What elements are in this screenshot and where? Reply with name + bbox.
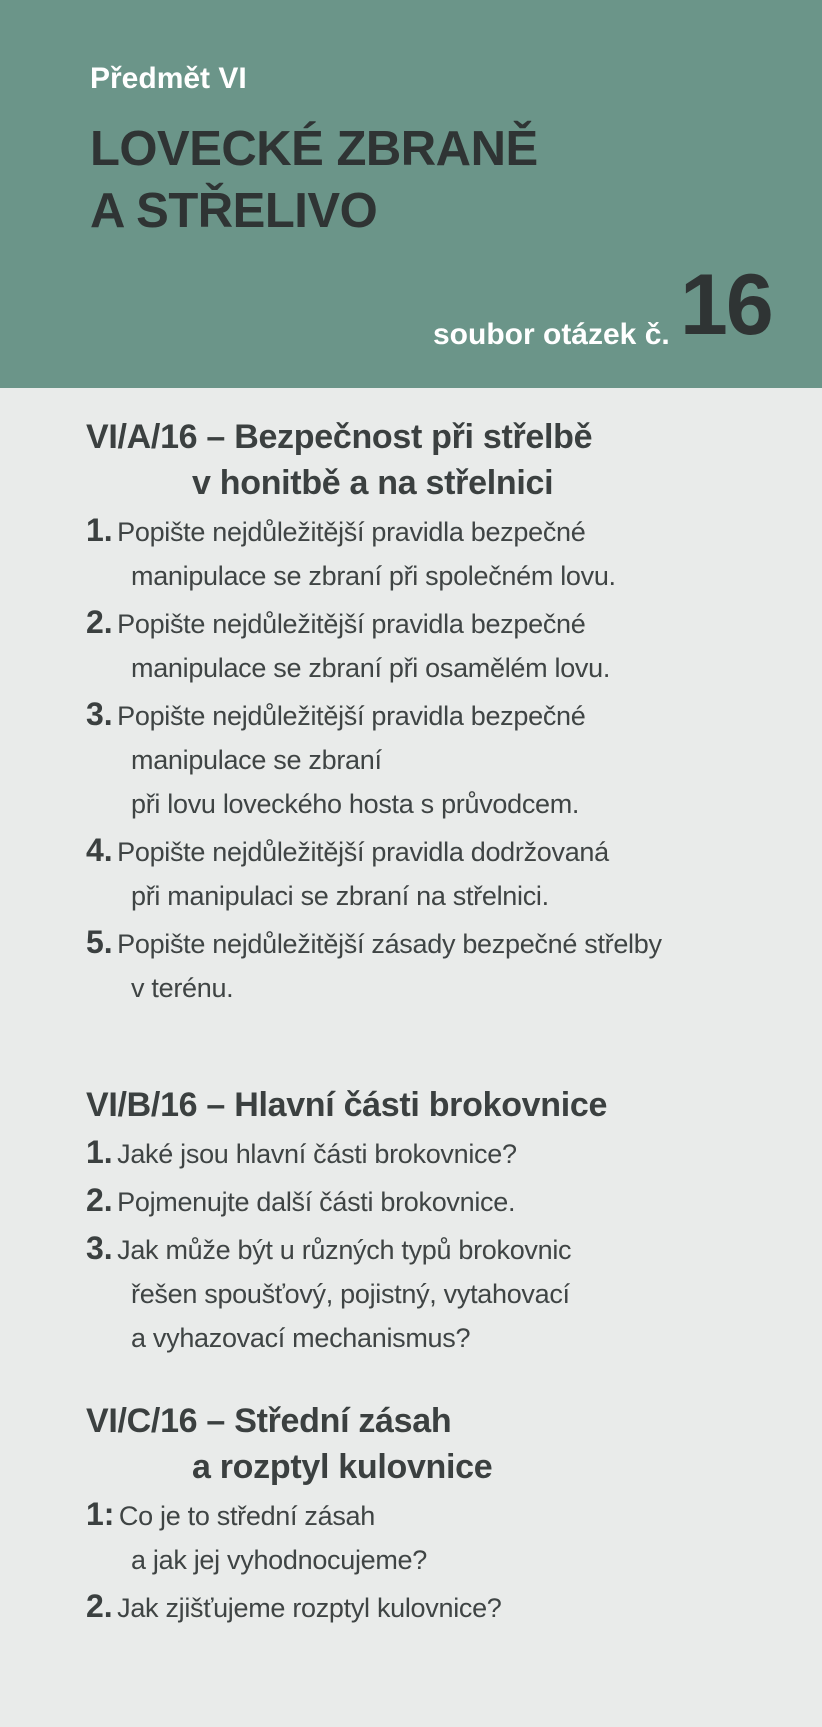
question-number: 3.: [86, 1230, 113, 1266]
question-number: 1:: [86, 1496, 115, 1532]
question-text: manipulace se zbraní při osamělém lovu.: [131, 653, 611, 683]
section-c: [86, 1398, 806, 1630]
question-item: [86, 1180, 806, 1224]
section-heading-line-2: v honitbě a na střelnici: [192, 464, 554, 502]
question-item: [86, 830, 806, 918]
question-text: při manipulaci se zbraní na střelnici.: [131, 881, 549, 911]
subject-label: Předmět VI: [90, 62, 247, 95]
question-number: 5.: [86, 924, 113, 960]
question-item: [86, 922, 806, 1010]
question-item: [86, 602, 806, 690]
question-item: [86, 1586, 806, 1630]
question-number: 4.: [86, 832, 113, 868]
title-line-2: A STŘELIVO: [90, 184, 378, 238]
question-text: Jaké jsou hlavní části brokovnice?: [117, 1139, 517, 1169]
section-heading: [86, 1398, 806, 1490]
question-text: a vyhazovací mechanismus?: [131, 1323, 471, 1353]
section-heading: [86, 414, 806, 506]
question-item: [86, 1228, 806, 1360]
header-band: [0, 0, 822, 388]
question-number: 3.: [86, 696, 113, 732]
question-number: 1.: [86, 512, 113, 548]
question-text: Popište nejdůležitější zásady bezpečné střelby: [117, 929, 662, 959]
section-heading: [86, 1082, 806, 1128]
question-number: 1.: [86, 1134, 113, 1170]
question-item: [86, 1494, 806, 1582]
question-text: v terénu.: [131, 973, 234, 1003]
section-b: [86, 1082, 806, 1360]
title-line-1: LOVECKÉ ZBRANĚ: [90, 122, 538, 176]
question-text: Jak zjišťujeme rozptyl kulovnice?: [117, 1593, 502, 1623]
question-text: řešen spoušťový, pojistný, vytahovací: [131, 1279, 570, 1309]
question-text: manipulace se zbraní při společném lovu.: [131, 561, 616, 591]
question-text: Co je to střední zásah: [118, 1501, 375, 1531]
question-number: 2.: [86, 1182, 113, 1218]
page-title: [90, 118, 538, 242]
question-text: Popište nejdůležitější pravidla dodržovaná: [117, 837, 609, 867]
question-set-number: 16: [680, 257, 772, 353]
question-item: [86, 510, 806, 598]
section-heading-line-2: a rozptyl kulovnice: [192, 1448, 493, 1486]
question-number: 2.: [86, 1588, 113, 1624]
section-a: [86, 414, 806, 1010]
question-text: Jak může být u různých typů brokovnic: [117, 1235, 572, 1265]
question-number: 2.: [86, 604, 113, 640]
question-text: Pojmenujte další části brokovnice.: [117, 1187, 516, 1217]
section-heading-line-1: VI/B/16 – Hlavní části brokovnice: [86, 1086, 608, 1124]
question-text: Popište nejdůležitější pravidla bezpečné: [117, 701, 586, 731]
question-item: [86, 694, 806, 826]
question-text: a jak jej vyhodnocujeme?: [131, 1545, 427, 1575]
question-item: [86, 1132, 806, 1176]
section-heading-line-1: VI/C/16 – Střední zásah: [86, 1402, 452, 1440]
question-set-label: soubor otázek č.: [433, 318, 670, 351]
question-text: Popište nejdůležitější pravidla bezpečné: [117, 609, 586, 639]
question-text: manipulace se zbraní: [131, 745, 382, 775]
question-text: Popište nejdůležitější pravidla bezpečné: [117, 517, 586, 547]
section-heading-line-1: VI/A/16 – Bezpečnost při střelbě: [86, 418, 593, 456]
question-list-area: [0, 388, 822, 1727]
question-text: při lovu loveckého hosta s průvodcem.: [131, 789, 580, 819]
